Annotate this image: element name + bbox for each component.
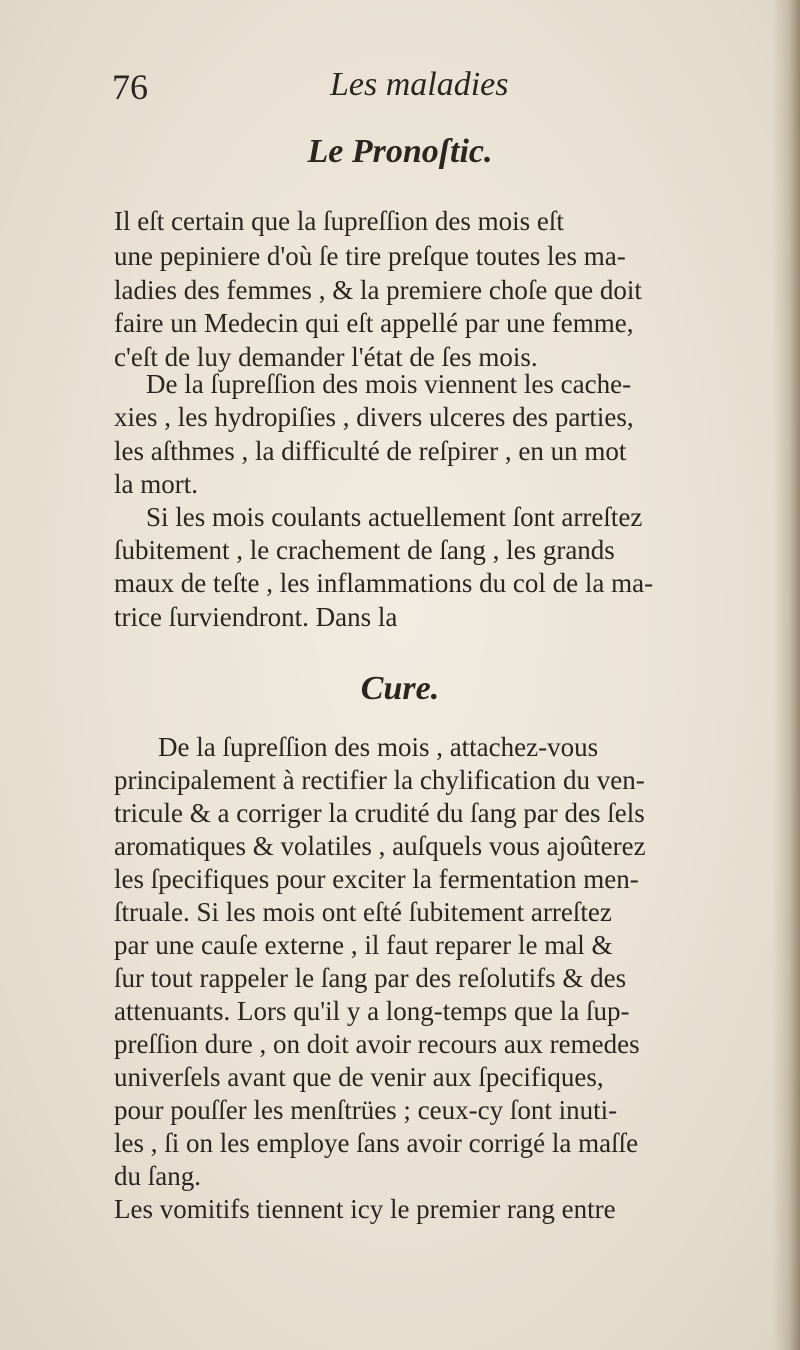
text-line: du ſang. [114, 1161, 201, 1191]
text-line: attenuants. Lors qu'il y a long-temps que la ſup- [114, 996, 630, 1026]
text-line: les , ſi on les employe ſans avoir corrigé la maſſe [114, 1128, 639, 1158]
text-line: Il eſt certain que la ſupreſſion des mois eſt [114, 206, 564, 236]
text-line: pour pouſſer les menſtrües ; ceux-cy ſont inuti- [114, 1095, 618, 1125]
text-line: preſſion dure , on doit avoir recours aux remedes [114, 1029, 640, 1059]
text-line: maux de teſte , les inflammations du col de la ma- [114, 568, 654, 598]
section-title-prognostic: Le Pronoſtic. [307, 133, 493, 170]
text-line: ſubitement , le crachement de ſang , les grands [114, 535, 615, 565]
text-line: les aſthmes , la difficulté de reſpirer , en un mot [114, 436, 627, 466]
running-head: Les maladies [330, 66, 509, 103]
text-line: faire un Medecin qui eſt appellé par une femme, [114, 308, 634, 338]
text-line: De la ſupreſſion des mois , attachez-vous [158, 732, 599, 762]
text-line: principalement à rectifier la chylification du ven- [114, 765, 645, 795]
text-line: Les vomitifs tiennent icy le premier rang entre [114, 1194, 616, 1224]
text-line: les ſpecifiques pour exciter la fermentation men- [114, 864, 639, 894]
text-line: De la ſupreſſion des mois viennent les cache- [146, 369, 632, 399]
text-line: univerſels avant que de venir aux ſpecifiques, [114, 1062, 604, 1092]
page-number: 76 [112, 67, 148, 107]
text-line: c'eſt de luy demander l'état de ſes mois. [114, 342, 538, 372]
text-line: Si les mois coulants actuellement ſont arreſtez [146, 502, 643, 532]
text-line: une pepiniere d'où ſe tire preſque toutes les ma- [114, 241, 626, 271]
text-line: trice ſurviendront. Dans la [114, 602, 398, 632]
section-title-cure: Cure. [360, 670, 440, 707]
text-line: par une cauſe externe , il faut reparer le mal & [114, 930, 613, 960]
text-line: aromatiques & volatiles , auſquels vous ajoûterez [114, 831, 646, 861]
text-line: xies , les hydropiſies , divers ulceres des parties, [114, 402, 634, 432]
text-line: tricule & a corriger la crudité du ſang par des ſels [114, 798, 645, 828]
text-line: ladies des femmes , & la premiere choſe que doit [114, 275, 642, 305]
text-line: ſtruale. Si les mois ont eſté ſubitement arreſtez [114, 897, 612, 927]
text-line: ſur tout rappeler le ſang par des reſolutifs & des [114, 963, 627, 993]
text-line: la mort. [114, 469, 198, 499]
